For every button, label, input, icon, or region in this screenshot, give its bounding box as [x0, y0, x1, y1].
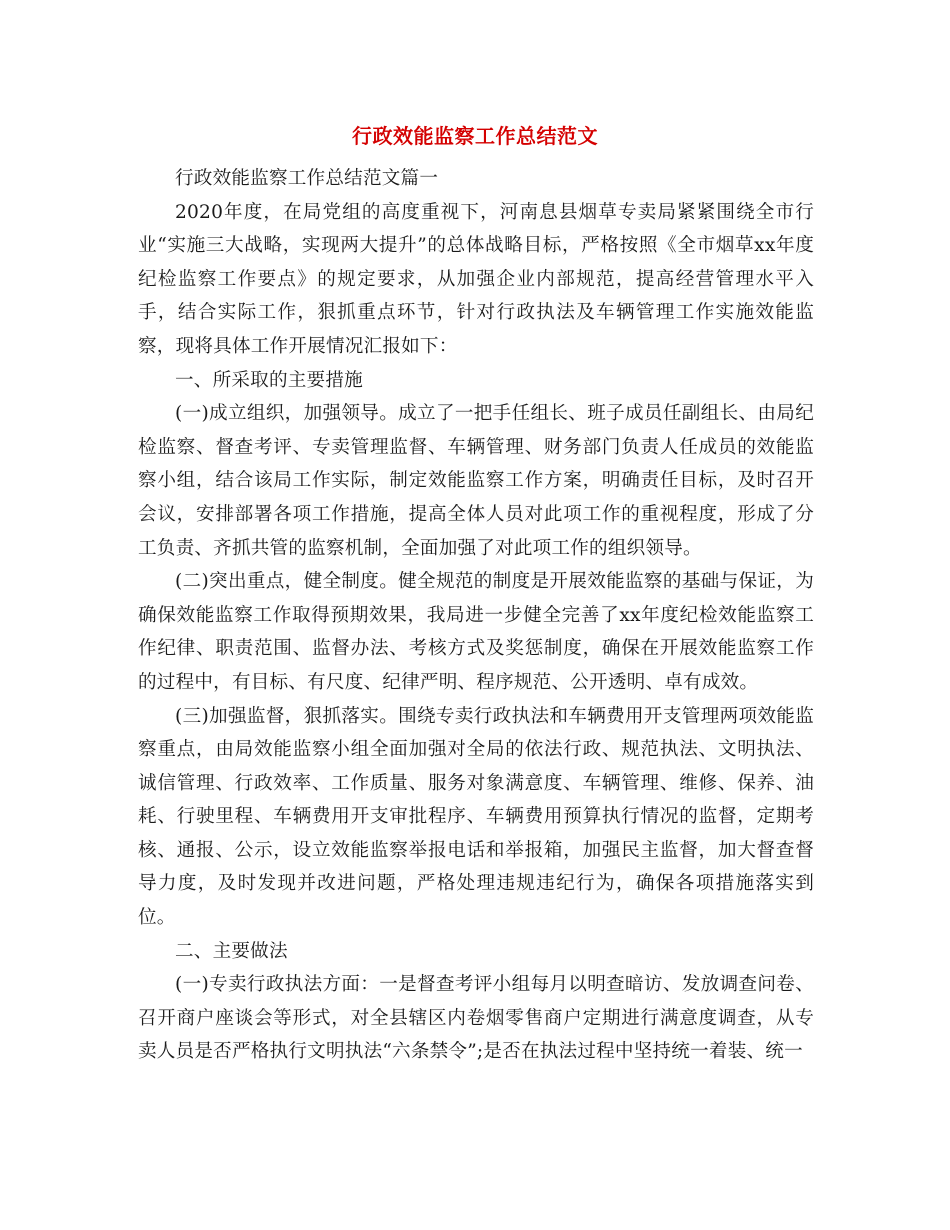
- section-heading: 二、主要做法: [175, 940, 288, 962]
- paragraph: 2020年度，在局党组的高度重视下，河南息县烟草专卖局紧紧围绕全市行业“实施三大战略，实现两大提升”的总体战略目标，严格按照《全市烟草xx年度纪检监察工作要点》的规定要求，从加强企业内部规范，提高经营管理水平入手，结合实际工作，狠抓重点环节，针对行政执法及车辆管理工作实施效能监察，现将具体工作开展情况汇报如下：: [138, 201, 814, 357]
- document-title: 行政效能监察工作总结范文: [352, 124, 598, 148]
- section-heading: 一、所采取的主要措施: [175, 369, 363, 391]
- document-body: [138, 162, 814, 1069]
- paragraph: (一)专卖行政执法方面：一是督查考评小组每月以明查暗访、发放调查问卷、召开商户座谈会等形式，对全县辖区内卷烟零售商户定期进行满意度调查，从专卖人员是否严格执行文明执法“六条禁令”;是否在执法过程中坚持统一着装、统一: [138, 974, 814, 1063]
- paragraph: (二)突出重点，健全制度。健全规范的制度是开展效能监察的基础与保证，为确保效能监察工作取得预期效果，我局进一步健全完善了xx年度纪检效能监察工作纪律、职责范围、监督办法、考核方式及奖惩制度，确保在开展效能监察工作的过程中，有目标、有尺度、纪律严明、程序规范、公开透明、卓有成效。: [138, 571, 814, 693]
- section-heading: 行政效能监察工作总结范文篇一: [175, 168, 439, 189]
- paragraph: (三)加强监督，狠抓落实。围绕专卖行政执法和车辆费用开支管理两项效能监察重点，由局效能监察小组全面加强对全局的依法行政、规范执法、文明执法、诚信管理、行政效率、工作质量、服务对象满意度、车辆管理、维修、保养、油耗、行驶里程、车辆费用开支审批程序、车辆费用预算执行情况的监督，定期考核、通报、公示，设立效能监察举报电话和举报箱，加强民主监督，加大督查督导力度，及时发现并改进问题，严格处理违规违纪行为，确保各项措施落实到位。: [138, 705, 814, 929]
- paragraph: (一)成立组织，加强领导。成立了一把手任组长、班子成员任副组长、由局纪检监察、督查考评、专卖管理监督、车辆管理、财务部门负责人任成员的效能监察小组，结合该局工作实际，制定效能监察工作方案，明确责任目标，及时召开会议，安排部署各项工作措施，提高全体人员对此项工作的重视程度，形成了分工负责、齐抓共管的监察机制，全面加强了对此项工作的组织领导。: [138, 403, 814, 559]
